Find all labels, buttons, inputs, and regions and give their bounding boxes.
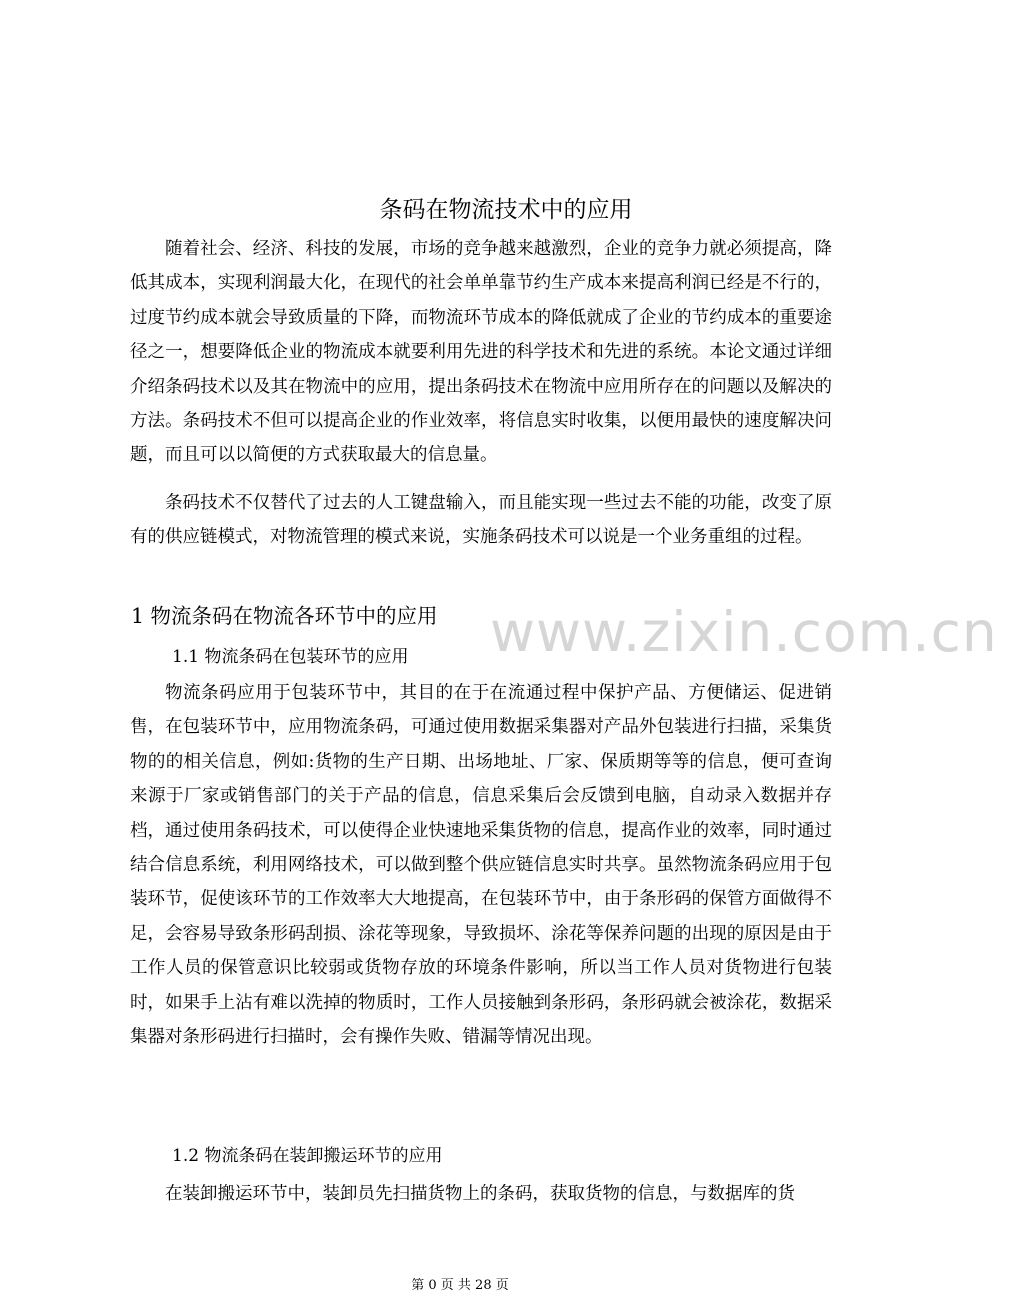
section-1-1-paragraph: 物流条码应用于包装环节中，其目的在于在流通过程中保护产品、方便储运、促进销售，在包装环节中，应用物流条码，可通过使用数据采集器对产品外包装进行扫描，采集货物的的相关信息，例如:货物的生产日期、出场地址、厂家、保质期等等的信息，便可查询来源于厂家或销售部门的关于产品的信息，信息采集后会反馈到电脑，自动录入数据并存档，通过使用条码技术，可以使得企业快速地采集货物的信息，提高作业的效率，同时通过结合信息系统，利用网络技术，可以做到整个供应链信息实时共享。虽然物流条码应用于包装环节，促使该环节的工作效率大大地提高，在包装环节中，由于条形码的保管方面做得不足，会容易导致条形码刮损、涂花等现象，导致损坏、涂花等保养问题的出现的原因是由于工作人员的保管意识比较弱或货物存放的环境条件影响，所以当工作人员对货物进行包装时，如果手上沾有难以洗掉的物质时，工作人员接触到条形码，条形码就会被涂花，数据采集器对条形码进行扫描时，会有操作失败、错漏等情况出现。 [130,683,832,1048]
watermark: www.zixin.com.cn [490,600,998,664]
section-1-2-paragraph: 在装卸搬运环节中，装卸员先扫描货物上的条码，获取货物的信息，与数据库的货 [165,1184,795,1204]
page-footer: 第 0 页 共 28 页 [411,1278,509,1293]
document-title: 条码在物流技术中的应用 [379,197,633,223]
intro-paragraph-2: 条码技术不仅替代了过去的人工键盘输入，而且能实现一些过去不能的功能，改变了原有的供应链模式，对物流管理的模式来说，实施条码技术可以说是一个业务重组的过程。 [130,493,832,548]
intro-paragraph-1: 随着社会、经济、科技的发展，市场的竞争越来越激烈，企业的竞争力就必须提高，降低其成本，实现利润最大化，在现代的社会单单靠节约生产成本来提高利润已经是不行的，过度节约成本就会导致质量的下降，而物流环节成本的降低就成了企业的节约成本的重要途径之一，想要降低企业的物流成本就要利用先进的科学技术和先进的系统。本论文通过详细介绍条码技术以及其在物流中的应用，提出条码技术在物流中应用所存在的问题以及解决的方法。条码技术不但可以提高企业的作业效率，将信息实时收集，以便用最快的速度解决问题，而且可以以简便的方式获取最大的信息量。 [130,239,832,466]
section-1-1-heading: 1.1 物流条码在包装环节的应用 [172,647,409,667]
section-1-2-heading: 1.2 物流条码在装卸搬运环节的应用 [172,1146,443,1166]
section-1-heading: 1 物流条码在物流各环节中的应用 [131,604,438,628]
